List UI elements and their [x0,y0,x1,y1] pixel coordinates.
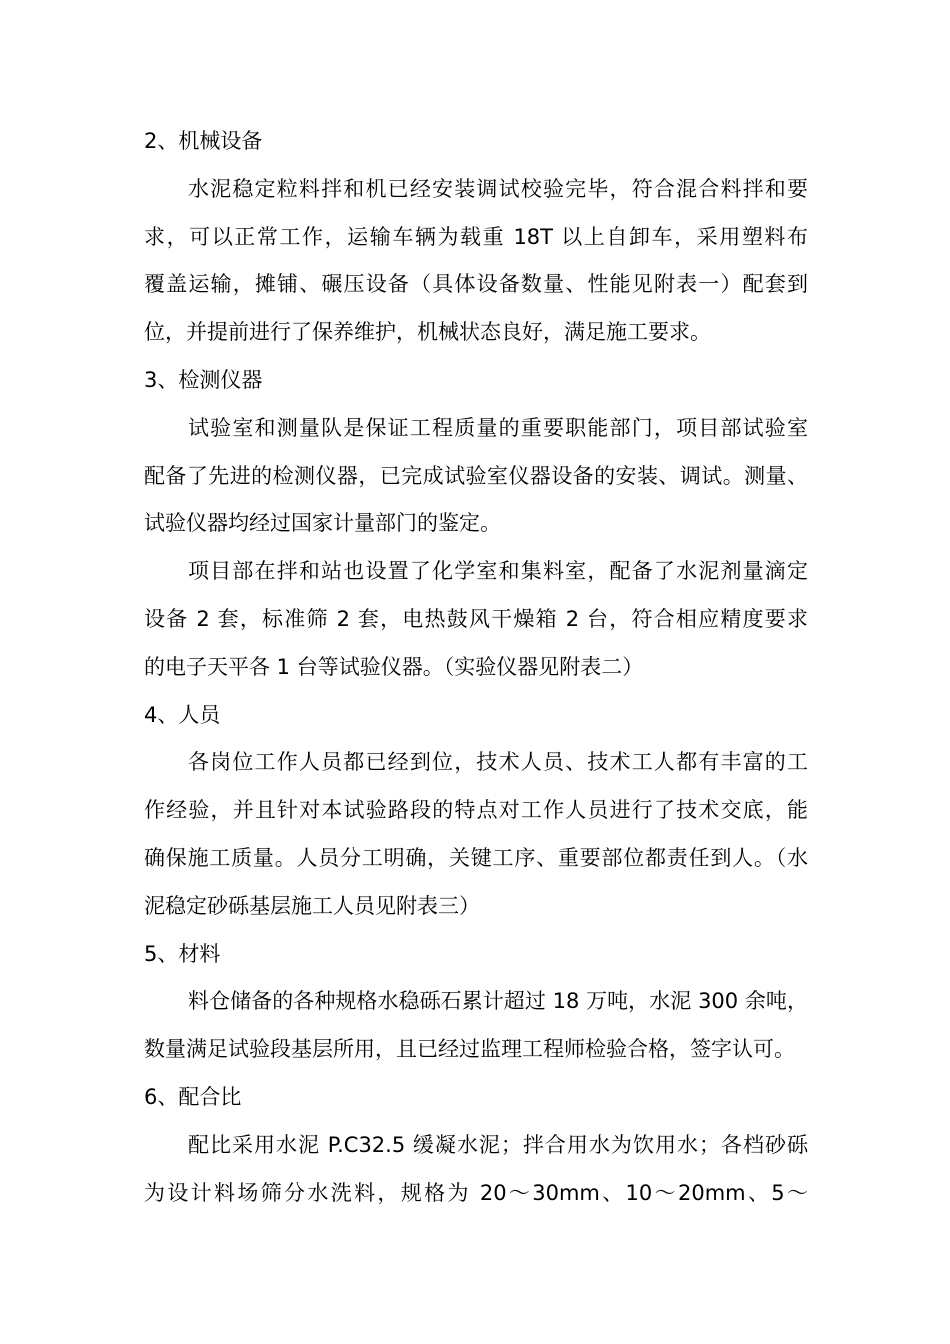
paragraph [144,405,808,548]
section [144,692,808,931]
paragraph-line: 各岗位工作人员都已经到位，技术人员、技术工人都有丰富的工 [188,750,808,775]
paragraph-line: 水泥稳定粒料拌和机已经安装调试校验完毕，符合混合料拌和要 [188,176,808,201]
paragraph-line: 的电子天平各 1 台等试验仪器。（实验仪器见附表二） [144,654,644,679]
paragraph [144,548,808,691]
section-heading: 5、材料 [144,941,221,966]
section-heading: 4、人员 [144,702,221,727]
paragraph [144,166,808,357]
paragraph-line: 为设计料场筛分水洗料，规格为 20～30mm、10～20mm、5～ [144,1180,808,1205]
paragraph-line: 配备了先进的检测仪器，已完成试验室仪器设备的安装、调试。测量、 [144,463,808,488]
paragraph-line: 泥稳定砂砾基层施工人员见附表三） [144,893,480,918]
paragraph-line: 确保施工质量。人员分工明确，关键工序、重要部位都责任到人。（水 [144,845,808,870]
paragraph-line: 位，并提前进行了保养维护，机械状态良好，满足施工要求。 [144,320,711,345]
paragraph-line: 配比采用水泥 P.C32.5 缓凝水泥；拌合用水为饮用水；各档砂砾 [188,1132,808,1157]
section [144,357,808,692]
section-heading: 3、检测仪器 [144,367,263,392]
section-heading: 2、机械设备 [144,129,263,153]
paragraph-line: 试验室和测量队是保证工程质量的重要职能部门，项目部试验室 [188,415,808,440]
paragraph-line: 试验仪器均经过国家计量部门的鉴定。 [144,511,501,536]
paragraph-line: 求，可以正常工作，运输车辆为载重 18T 以上自卸车，采用塑料布 [144,224,808,249]
paragraph [144,1122,808,1218]
paragraph [144,739,808,930]
paragraph-line: 料仓储备的各种规格水稳砾石累计超过 18 万吨，水泥 300 余吨， [188,989,808,1014]
section [144,118,808,357]
section [144,931,808,1074]
paragraph-line: 项目部在拌和站也设置了化学室和集料室，配备了水泥剂量滴定 [188,559,808,584]
paragraph [144,978,808,1074]
document-body [144,118,808,1217]
paragraph-line: 数量满足试验段基层所用，且已经过监理工程师检验合格，签字认可。 [144,1037,795,1062]
paragraph-line: 覆盖运输，摊铺、碾压设备（具体设备数量、性能见附表一）配套到 [144,272,808,297]
paragraph-line: 设备 2 套，标准筛 2 套，电热鼓风干燥箱 2 台，符合相应精度要求 [144,606,808,631]
section [144,1074,808,1217]
section-heading: 6、配合比 [144,1084,242,1109]
paragraph-line: 作经验，并且针对本试验路段的特点对工作人员进行了技术交底，能 [144,798,808,823]
